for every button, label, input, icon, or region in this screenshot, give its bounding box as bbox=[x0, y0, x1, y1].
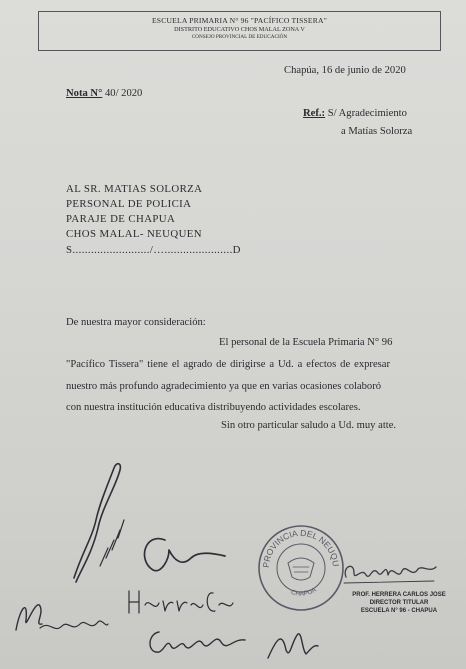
note-label: Nota N° bbox=[66, 88, 103, 99]
addressee-line: PERSONAL DE POLICIA bbox=[66, 198, 192, 210]
closing: Sin otro particular saludo a Ud. muy atte. bbox=[221, 420, 397, 431]
staff-signature-3 bbox=[125, 585, 240, 619]
addressee-line: CHOS MALAL- NEUQUEN bbox=[66, 228, 202, 240]
addressee-line: AL SR. MATIAS SOLORZA bbox=[66, 183, 203, 195]
ref-text-2: a Matías Solorza bbox=[341, 126, 413, 137]
stamp-ring-text: PROVINCIA DEL NEUQUEN bbox=[252, 515, 342, 569]
director-school: ESCUELA N° 96 - CHAPUA bbox=[360, 608, 438, 614]
stamp-bottom-text: CHAPUA bbox=[289, 586, 318, 598]
addressee-line: S........................./…......................D bbox=[66, 244, 241, 256]
subject-reference bbox=[303, 108, 407, 119]
director-name: PROF. HERRERA CARLOS JOSE bbox=[352, 592, 446, 598]
staff-signature-rotated bbox=[62, 458, 134, 588]
body-line: El personal de la Escuela Primaria N° 96 bbox=[219, 337, 393, 348]
staff-signature-1 bbox=[10, 578, 110, 638]
director-title: DIRECTOR TITULAR bbox=[369, 600, 429, 606]
staff-signature-5 bbox=[262, 620, 322, 665]
ref-text: S/ Agradecimiento bbox=[327, 108, 407, 119]
staff-signature-4 bbox=[145, 620, 255, 665]
note-number: 40/ 2020 bbox=[104, 88, 143, 99]
note-reference bbox=[66, 88, 142, 99]
district-name: DISTRITO EDUCATIVO CHOS MALAL ZONA V bbox=[174, 26, 305, 33]
letterhead bbox=[38, 11, 441, 51]
official-stamp bbox=[252, 515, 346, 613]
director-block bbox=[339, 591, 459, 615]
addressee-line: PARAJE DE CHAPUA bbox=[66, 213, 176, 225]
staff-signature-2 bbox=[135, 530, 245, 580]
school-name: ESCUELA PRIMARIA N° 96 "PACÍFICO TISSERA" bbox=[151, 16, 328, 25]
greeting: De nuestra mayor consideración: bbox=[66, 317, 206, 328]
ref-label: Ref.: bbox=[303, 108, 326, 119]
body-line: "Pacífico Tissera" tiene el agrado de dirigirse a Ud. a efectos de expresar bbox=[66, 359, 390, 370]
council-name: CONSEJO PROVINCIAL DE EDUCACIÓN bbox=[191, 34, 288, 40]
body-line: nuestro más profundo agradecimiento ya que en varias ocasiones colaboró bbox=[66, 381, 382, 392]
body-line: con nuestra institución educativa distribuyendo actividades escolares. bbox=[66, 402, 361, 413]
place-date: Chapúa, 16 de junio de 2020 bbox=[284, 65, 406, 76]
director-signature bbox=[340, 555, 440, 590]
